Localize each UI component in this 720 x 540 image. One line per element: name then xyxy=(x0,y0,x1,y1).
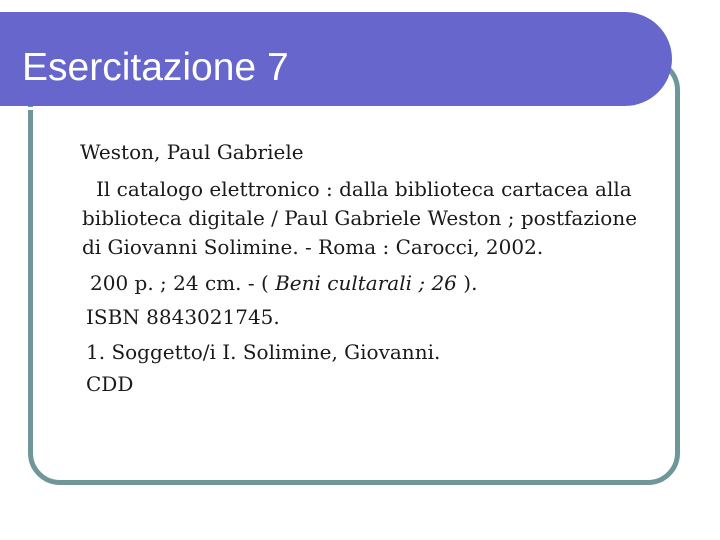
record-title-line-2: biblioteca digitale / Paul Gabriele Weston ; postfazione xyxy=(82,206,638,230)
slide-title: Esercitazione 7 xyxy=(22,46,289,89)
physical-prefix: 200 p. ; 24 cm. - ( xyxy=(90,271,276,295)
title-bar xyxy=(0,12,672,106)
record-title-line-3: di Giovanni Solimine. - Roma : Carocci, 2002. xyxy=(82,235,544,259)
record-tracings: 1. Soggetto/i I. Solimine, Giovanni. xyxy=(86,340,441,364)
record-title-line-1: Il catalogo elettronico : dalla biblioteca cartacea alla xyxy=(96,177,632,201)
record-classification: CDD xyxy=(86,372,134,396)
record-author: Weston, Paul Gabriele xyxy=(80,140,304,164)
series-statement: Beni cultarali ; 26 xyxy=(275,271,457,295)
record-physical-description xyxy=(90,268,477,298)
record-isbn: ISBN 8843021745. xyxy=(86,305,280,329)
title-underline xyxy=(24,107,636,110)
physical-suffix: ). xyxy=(456,271,478,295)
